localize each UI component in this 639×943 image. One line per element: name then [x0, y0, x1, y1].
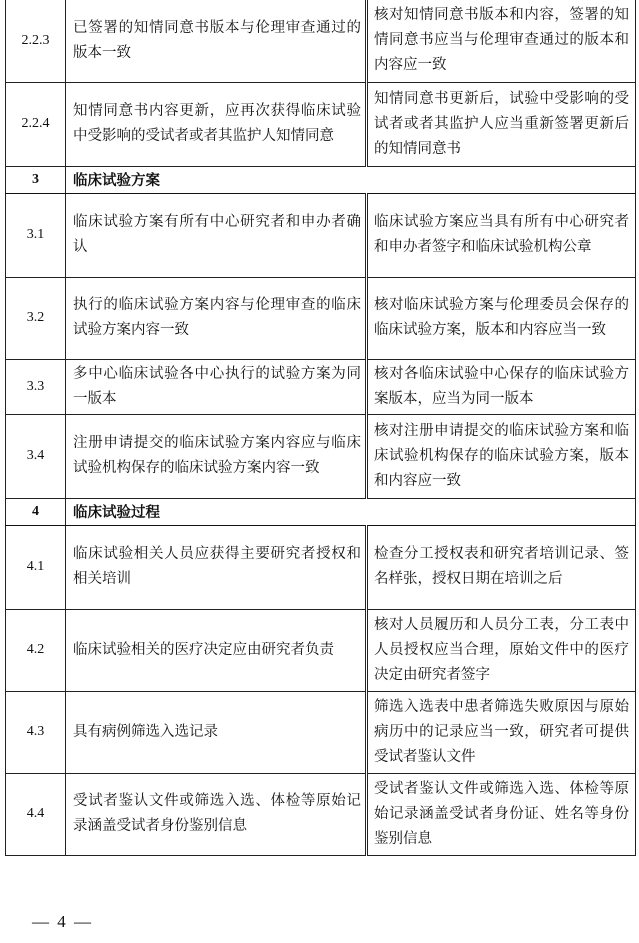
requirement-text: 临床试验方案有所有中心研究者和申办者确认 [66, 193, 367, 277]
requirement-text: 已签署的知情同意书版本与伦理审查通过的版本一致 [66, 0, 367, 82]
table-row [6, 525, 636, 609]
check-method-text: 临床试验方案应当具有所有中心研究者和申办者签字和临床试验机构公章 [367, 193, 636, 277]
checklist-sheet [5, 0, 635, 856]
section-header-row [6, 166, 636, 193]
check-method-text: 核对各临床试验中心保存的临床试验方案版本，应当为同一版本 [367, 359, 636, 414]
requirement-text: 受试者鉴认文件或筛选入选、体检等原始记录涵盖受试者身份鉴别信息 [66, 773, 367, 855]
section-number: 4 [6, 498, 66, 525]
inspection-table [5, 0, 636, 856]
table-row [6, 193, 636, 277]
item-number: 2.2.4 [6, 82, 66, 166]
table-row [6, 359, 636, 414]
table-row [6, 414, 636, 498]
requirement-text: 注册申请提交的临床试验方案内容应与临床试验机构保存的临床试验方案内容一致 [66, 414, 367, 498]
requirement-text: 多中心临床试验各中心执行的试验方案为同一版本 [66, 359, 367, 414]
item-number: 4.1 [6, 525, 66, 609]
item-number: 3.1 [6, 193, 66, 277]
check-method-text: 筛选入选表中患者筛选失败原因与原始病历中的记录应当一致，研究者可提供受试者鉴认文件 [367, 691, 636, 773]
section-title: 临床试验方案 [66, 166, 636, 193]
table-row [6, 691, 636, 773]
item-number: 3.4 [6, 414, 66, 498]
requirement-text: 临床试验相关的医疗决定应由研究者负责 [66, 609, 367, 691]
item-number: 3.3 [6, 359, 66, 414]
check-method-text: 核对知情同意书版本和内容，签署的知情同意书应当与伦理审查通过的版本和内容应一致 [367, 0, 636, 82]
check-method-text: 核对人员履历和人员分工表，分工表中人员授权应当合理，原始文件中的医疗决定由研究者签字 [367, 609, 636, 691]
table-row [6, 0, 636, 82]
table-row [6, 277, 636, 359]
section-number: 3 [6, 166, 66, 193]
item-number: 3.2 [6, 277, 66, 359]
table-row [6, 609, 636, 691]
item-number: 4.2 [6, 609, 66, 691]
check-method-text: 核对注册申请提交的临床试验方案和临床试验机构保存的临床试验方案，版本和内容应一致 [367, 414, 636, 498]
requirement-text: 执行的临床试验方案内容与伦理审查的临床试验方案内容一致 [66, 277, 367, 359]
item-number: 2.2.3 [6, 0, 66, 82]
page-number: — 4 — [32, 912, 93, 931]
requirement-text: 具有病例筛选入选记录 [66, 691, 367, 773]
item-number: 4.4 [6, 773, 66, 855]
table-row [6, 773, 636, 855]
check-method-text: 检查分工授权表和研究者培训记录、签名样张，授权日期在培训之后 [367, 525, 636, 609]
requirement-text: 知情同意书内容更新，应再次获得临床试验中受影响的受试者或者其监护人知情同意 [66, 82, 367, 166]
table-row [6, 82, 636, 166]
section-title: 临床试验过程 [66, 498, 636, 525]
requirement-text: 临床试验相关人员应获得主要研究者授权和相关培训 [66, 525, 367, 609]
check-method-text: 受试者鉴认文件或筛选入选、体检等原始记录涵盖受试者身份证、姓名等身份鉴别信息 [367, 773, 636, 855]
check-method-text: 知情同意书更新后，试验中受影响的受试者或者其监护人应当重新签署更新后的知情同意书 [367, 82, 636, 166]
item-number: 4.3 [6, 691, 66, 773]
check-method-text: 核对临床试验方案与伦理委员会保存的临床试验方案，版本和内容应当一致 [367, 277, 636, 359]
section-header-row [6, 498, 636, 525]
